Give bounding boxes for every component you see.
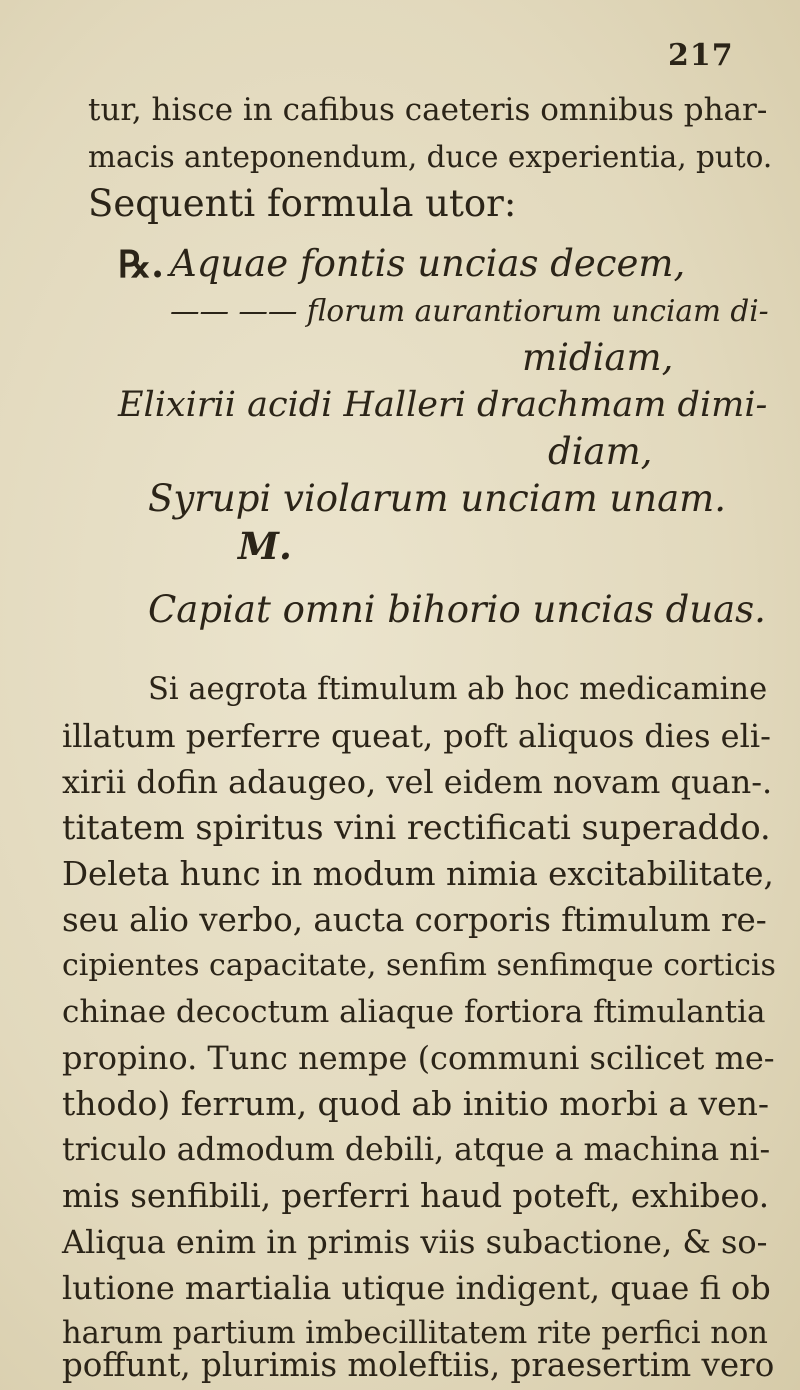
paragraph-line-3: xirii dofin adaugeo, vel eidem novam quan-.	[62, 763, 773, 801]
paragraph-line-7: cipientes capacitate, senfim senfimque corticis	[62, 948, 776, 983]
paragraph-line-8: chinae decoctum aliaque fortiora ftimulantia	[62, 994, 766, 1030]
paragraph-line-2: illatum perferre queat, poft aliquos dies eli-	[62, 717, 771, 755]
paragraph-line-11: triculo admodum debili, atque a machina ni-	[62, 1132, 771, 1168]
paragraph-line-6: seu alio verbo, aucta corporis ftimulum re-	[62, 901, 767, 939]
recipe-line-6: Syrupi violarum unciam unam.	[148, 477, 726, 520]
paragraph-line-13: Aliqua enim in primis viis subactione, & so-	[62, 1223, 768, 1261]
intro-line-3: Sequenti formula utor:	[88, 182, 517, 225]
paragraph-line-1: Si aegrota ftimulum ab hoc medicamine	[148, 672, 768, 707]
recipe-line-1: Aquae fontis uncias decem,	[170, 242, 686, 285]
recipe-line-2: —— —— florum aurantiorum unciam di-	[170, 294, 769, 328]
paragraph-line-4: titatem spiritus vini rectificati superaddo.	[62, 808, 771, 847]
recipe-symbol: ℞.	[118, 242, 165, 286]
recipe-line-4: Elixirii acidi Halleri drachmam dimi-	[118, 385, 768, 425]
paragraph-line-12: mis senfibili, perferri haud poteft, exhibeo.	[62, 1177, 770, 1215]
recipe-line-5: diam,	[548, 430, 653, 473]
paragraph-line-16: poffunt, plurimis moleftiis, praesertim vero	[62, 1346, 775, 1384]
page-number: 217	[668, 38, 734, 73]
intro-line-2: macis anteponendum, duce experientia, puto.	[88, 140, 773, 174]
recipe-line-3: midiam,	[522, 336, 674, 379]
recipe-misce: M.	[238, 524, 292, 568]
paragraph-line-5: Deleta hunc in modum nimia excitabilitate,	[62, 855, 774, 893]
paragraph-line-9: propino. Tunc nempe (communi scilicet me-	[62, 1039, 775, 1077]
paragraph-line-14: lutione martialia utique indigent, quae fi ob	[62, 1269, 771, 1307]
intro-line-1: tur, hisce in cafibus caeteris omnibus phar-	[88, 92, 768, 128]
paragraph-line-15: harum partium imbecillitatem rite perfici non	[62, 1316, 768, 1351]
recipe-dose: Capiat omni bihorio uncias duas.	[148, 588, 766, 631]
paragraph-line-10: thodo) ferrum, quod ab initio morbi a ven-	[62, 1084, 770, 1123]
